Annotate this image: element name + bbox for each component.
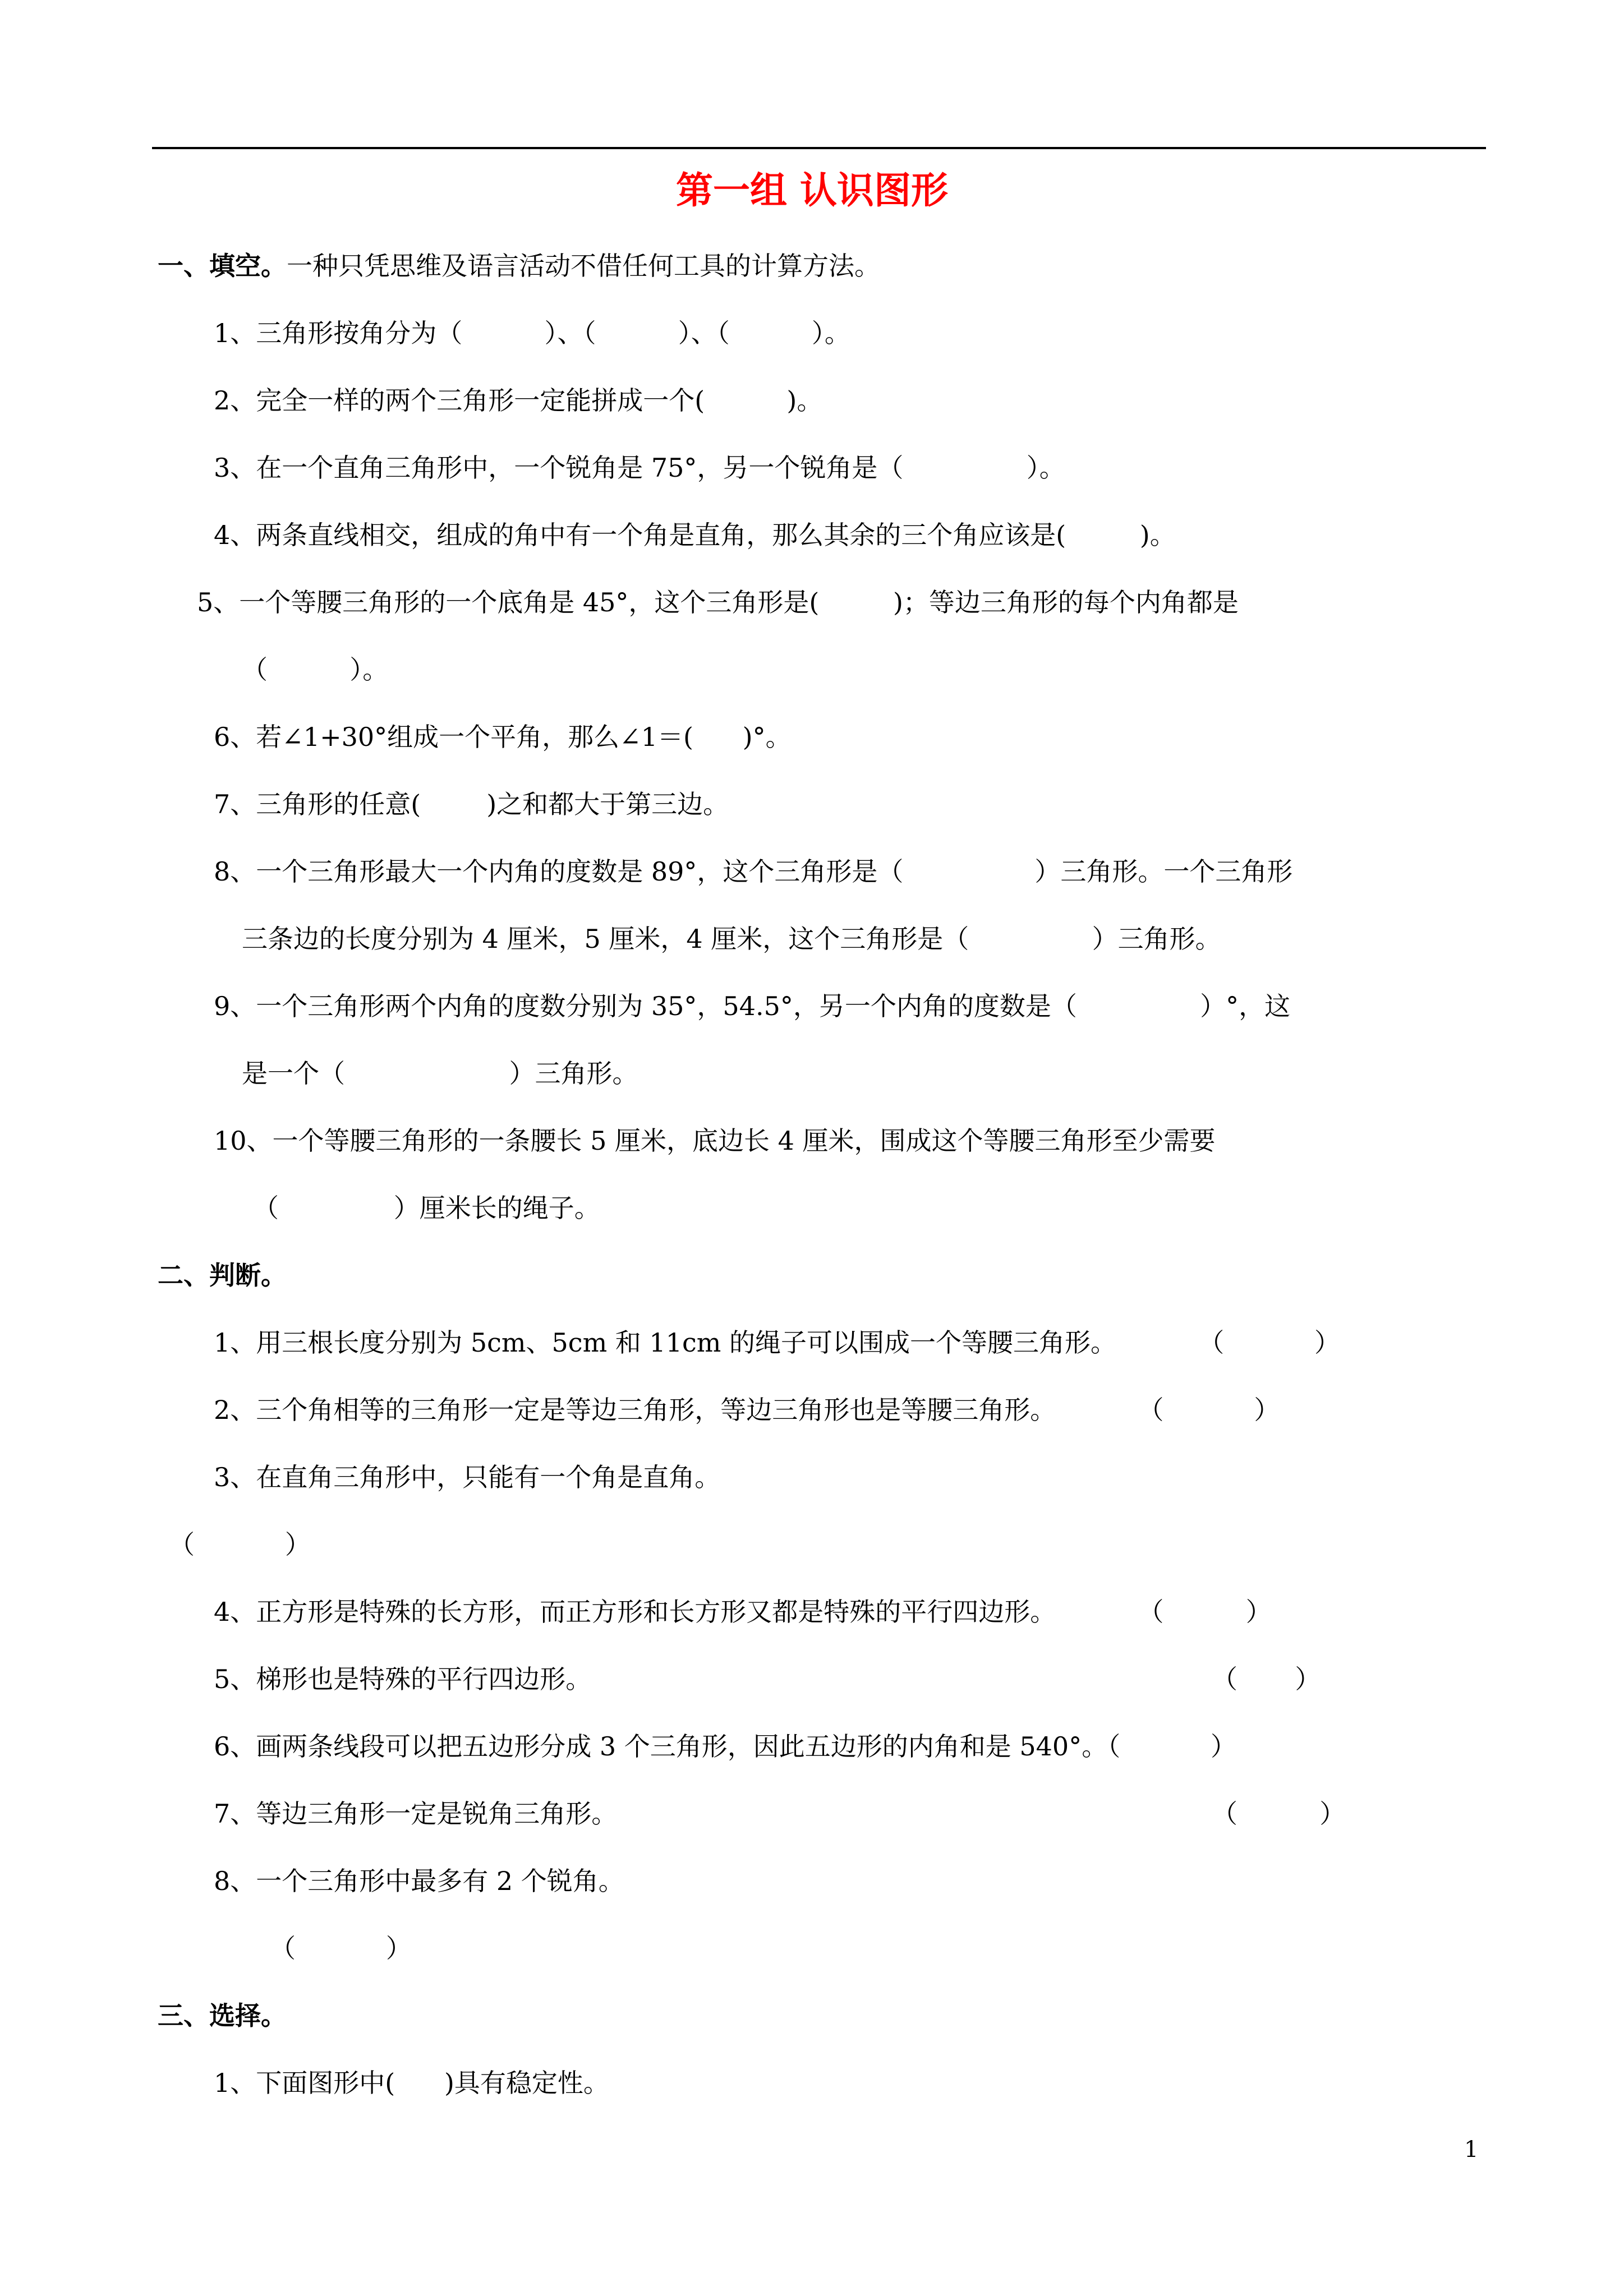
fill-blank-5: 5、一个等腰三角形的一个底角是 45°，这个三角形是( )；等边三角形的每个内角都是 [197,587,1239,617]
judge-8: 8、一个三角形中最多有 2 个锐角。 [214,1866,624,1896]
section-1-header [158,250,880,283]
fill-blank-6: 6、若∠1+30°组成一个平角，那么∠1＝( )°。 [214,722,792,752]
section-2-heading: 二、判断。 [158,1260,287,1290]
fill-blank-7: 7、三角形的任意( )之和都大于第三边。 [214,789,729,819]
section-1-heading: 一、填空。 [158,251,287,281]
judge-2: 2、三个角相等的三角形一定是等边三角形，等边三角形也是等腰三角形。 （ ） [214,1395,1280,1425]
fill-blank-1: 1、三角形按角分为（ ）、（ ）、（ ）。 [214,318,850,348]
judge-5: 5、梯形也是特殊的平行四边形。 [214,1664,592,1694]
judge-3-blank: （ ） [169,1529,311,1560]
choice-1: 1、下面图形中( )具有稳定性。 [214,2068,609,2098]
fill-blank-5-cont: （ ）。 [242,654,389,685]
judge-8-blank: （ ） [270,1933,412,1963]
page-number: 1 [1464,2137,1479,2163]
section-3-heading: 三、选择。 [158,2000,287,2031]
fill-blank-8-cont: 三条边的长度分别为 4 厘米，5 厘米，4 厘米，这个三角形是（ ）三角形。 [242,924,1221,954]
fill-blank-2: 2、完全一样的两个三角形一定能拼成一个( )。 [214,385,823,416]
fill-blank-3: 3、在一个直角三角形中，一个锐角是 75°，另一个锐角是（ ）。 [214,453,1065,483]
fill-blank-4: 4、两条直线相交，组成的角中有一个角是直角，那么其余的三个角应该是( )。 [214,520,1176,550]
fill-blank-9-cont: 是一个（ ）三角形。 [242,1058,638,1089]
fill-blank-10: 10、一个等腰三角形的一条腰长 5 厘米，底边长 4 厘米，围成这个等腰三角形至少需要 [214,1126,1216,1156]
judge-7: 7、等边三角形一定是锐角三角形。 [214,1799,618,1829]
judge-1: 1、用三根长度分别为 5cm、5cm 和 11cm 的绳子可以围成一个等腰三角形。 （ ） [214,1327,1341,1358]
fill-blank-9: 9、一个三角形两个内角的度数分别为 35°，54.5°，另一个内角的度数是（ ）°，这 [214,991,1291,1021]
page-title: 第一组 认识图形 [676,169,948,212]
judge-7-blank: （ ） [1212,1799,1346,1829]
section-1-note: 一种只凭思维及语言活动不借任何工具的计算方法。 [287,251,880,281]
judge-6: 6、画两条线段可以把五边形分成 3 个三角形，因此五边形的内角和是 540°。（ ） [214,1731,1237,1762]
fill-blank-8: 8、一个三角形最大一个内角的度数是 89°，这个三角形是（ ）三角形。一个三角形 [214,856,1293,887]
fill-blank-10-cont: （ ）厘米长的绳子。 [253,1193,600,1223]
judge-3: 3、在直角三角形中，只能有一个角是直角。 [214,1462,721,1492]
header-rule [152,147,1486,149]
judge-5-blank: （ ） [1212,1664,1321,1694]
judge-4: 4、正方形是特殊的长方形，而正方形和长方形又都是特殊的平行四边形。 （ ） [214,1597,1272,1627]
